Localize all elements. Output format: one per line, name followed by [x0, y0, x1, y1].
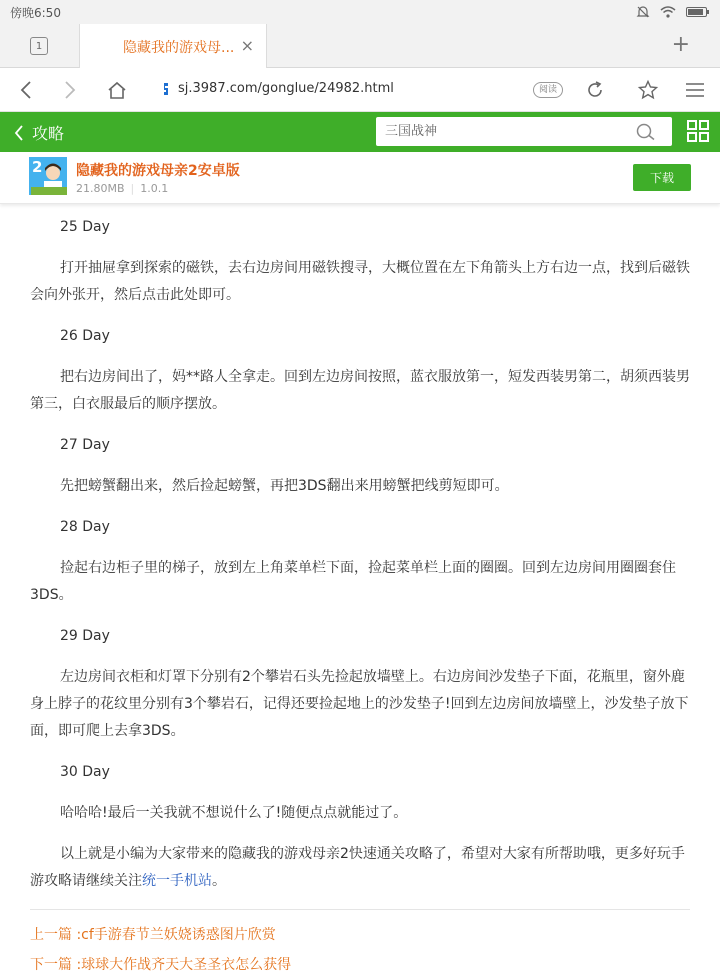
new-tab-button[interactable]: +	[671, 32, 690, 57]
refresh-button[interactable]	[585, 80, 605, 100]
next-article-link[interactable]: 下一篇 :球球大作战齐天大圣圣衣怎么获得	[30, 957, 292, 973]
home-button[interactable]	[107, 80, 127, 100]
paragraph: 捡起右边柜子里的梯子，放到左上角菜单栏下面，捡起菜单栏上面的圈圈。回到左边房间用圈圈套住3DS。	[30, 560, 676, 603]
app-version: 1.0.1	[140, 182, 169, 195]
status-time: 傍晚6:50	[10, 5, 61, 20]
tab-switcher-button[interactable]: 1	[30, 37, 48, 55]
forward-arrow-icon	[64, 81, 76, 99]
download-button[interactable]: 下载	[633, 164, 691, 191]
site-favicon-icon	[162, 82, 172, 96]
search-input[interactable]	[385, 124, 625, 139]
back-arrow-icon	[20, 81, 32, 99]
wifi-icon	[660, 6, 676, 18]
closing-text: 以上就是小编为大家带来的隐藏我的游戏母亲2快速通关攻略了，希望对大家有所帮助哦，更多好玩手游攻略请继续关注	[30, 846, 685, 889]
meta-separator: |	[130, 182, 135, 195]
article-body	[0, 204, 720, 980]
battery-icon	[686, 6, 710, 18]
site-link[interactable]: 统一手机站	[142, 873, 212, 889]
day-heading: 26 Day	[60, 328, 110, 344]
paragraph: 先把螃蟹翻出来，然后捡起螃蟹，再把3DS翻出来用螃蟹把线剪短即可。	[60, 478, 509, 494]
app-icon[interactable]	[29, 157, 67, 195]
bookmark-button[interactable]	[638, 80, 658, 100]
app-name[interactable]: 隐藏我的游戏母亲2安卓版	[76, 163, 240, 179]
site-back-button[interactable]	[14, 121, 64, 144]
site-header	[0, 112, 720, 152]
tab-title: 隐藏我的游戏母...	[123, 39, 235, 56]
app-size: 21.80MB	[76, 182, 125, 195]
menu-button[interactable]	[685, 80, 705, 100]
url-field[interactable]	[162, 81, 394, 96]
divider	[30, 909, 690, 910]
closing-paragraph	[30, 841, 690, 895]
day-heading: 27 Day	[60, 437, 110, 453]
refresh-icon	[585, 80, 605, 100]
day-heading: 28 Day	[60, 519, 110, 535]
tab-close-icon[interactable]: ×	[240, 36, 254, 55]
app-meta	[76, 182, 168, 195]
paragraph: 哈哈哈!最后一关我就不想说什么了!随便点点就能过了。	[60, 805, 408, 821]
day-heading: 29 Day	[60, 628, 110, 644]
url-text: sj.3987.com/gonglue/24982.html	[178, 81, 394, 96]
prev-article-link[interactable]: 上一篇 :cf手游春节兰妖娆诱惑图片欣赏	[30, 927, 276, 943]
app-icon-number: 2	[32, 158, 43, 176]
star-icon	[638, 80, 658, 100]
hamburger-menu-icon	[686, 82, 704, 98]
section-title: 攻略	[32, 124, 65, 143]
tab-active[interactable]	[79, 24, 267, 69]
status-icons	[636, 5, 710, 19]
day-heading: 25 Day	[60, 219, 110, 235]
site-search-box	[376, 117, 672, 146]
day-heading: 30 Day	[60, 764, 110, 780]
reader-mode-button[interactable]: 阅读	[533, 82, 563, 98]
paragraph: 左边房间衣柜和灯罩下分别有2个攀岩石头先捡起放墙壁上。右边房间沙发垫子下面，花瓶里，窗外鹿身上脖子的花纹里分别有3个攀岩石，记得还要捡起地上的沙发垫子!回到左边房间放墙壁上，沙发垫子放下面，即可爬上去拿3DS。	[30, 669, 689, 739]
status-bar	[0, 0, 720, 24]
paragraph: 打开抽屉拿到探索的磁铁，去右边房间用磁铁搜寻，大概位置在左下角箭头上方右边一点，找到后磁铁会向外张开，然后点击此处即可。	[30, 260, 690, 303]
search-icon[interactable]	[636, 123, 656, 141]
paragraph: 把右边房间出了，妈**路人全拿走。回到左边房间按照，蓝衣服放第一，短发西装男第二，胡须西装男第三，白衣服最后的顺序摆放。	[30, 369, 690, 412]
address-bar	[0, 68, 720, 112]
closing-end: 。	[212, 873, 226, 889]
grid-menu-icon[interactable]	[687, 120, 709, 142]
chevron-left-icon	[14, 125, 24, 141]
home-icon	[107, 81, 127, 99]
forward-button[interactable]	[60, 80, 80, 100]
back-button[interactable]	[16, 80, 36, 100]
app-banner	[0, 152, 720, 204]
mute-icon	[636, 5, 650, 19]
tab-strip	[0, 24, 720, 68]
